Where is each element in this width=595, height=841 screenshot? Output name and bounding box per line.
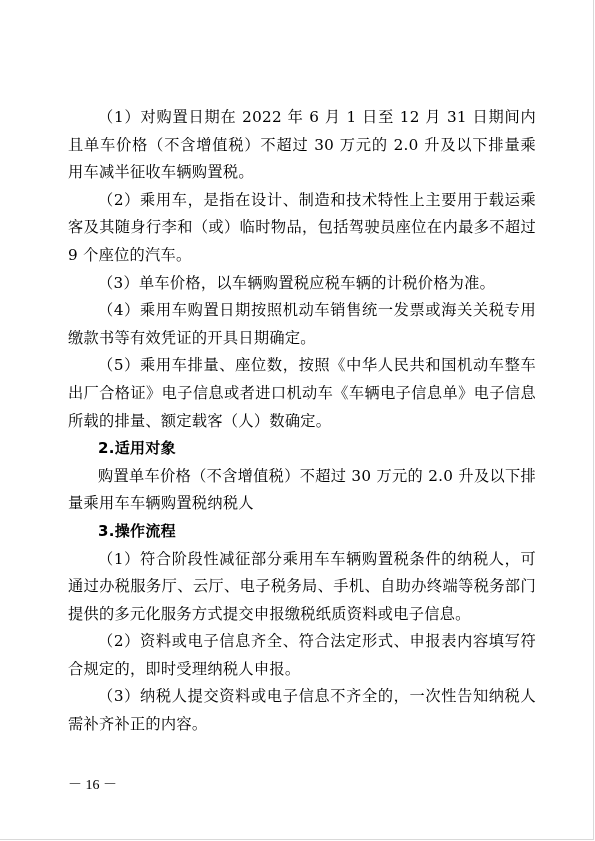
paragraph-process-3: （3）纳税人提交资料或电子信息不齐全的，一次性告知纳税人需补齐补正的内容。 [68,687,536,734]
document-body [68,104,536,739]
paragraph-4: （4）乘用车购置日期按照机动车销售统一发票或海关关税专用缴款书等有效凭证的开具日期确定。 [68,301,536,347]
paragraph-3: （3）单车价格，以车辆购置税应税车辆的计税价格为准。 [98,273,496,292]
section-heading-applicable-objects: 2.适用对象 [98,439,176,458]
paragraph-process-2: （2）资料或电子信息齐全、符合法定形式、申报表内容填写符合规定的，即时受理纳税人申报。 [68,632,536,678]
paragraph-2: （2）乘用车，是指在设计、制造和技术特性上主要用于载运乘客及其随身行李和（或）临时物品，包括驾驶员座位在内最多不超过 9 个座位的汽车。 [68,190,536,264]
section-heading-operation-process: 3.操作流程 [98,521,176,540]
paragraph-1: （1）对购置日期在 2022 年 6 月 1 日至 12 月 31 日期间内且单车价格（不含增值税）不超过 30 万元的 2.0 升及以下排量乘用车减半征收车辆购置税。 [68,108,536,182]
paragraph-5: （5）乘用车排量、座位数，按照《中华人民共和国机动车整车出厂合格证》电子信息或者进口机动车《车辆电子信息单》电子信息所载的排量、额定载客（人）数确定。 [68,356,536,430]
paragraph-process-1: （1）符合阶段性减征部分乘用车车辆购置税条件的纳税人，可通过办税服务厅、云厅、电子税务局、手机、自助办终端等税务部门提供的多元化服务方式提交申报缴税纸质资料或电子信息。 [68,549,536,623]
page-number: － 16 － [68,778,117,793]
paragraph-applicable-objects: 购置单车价格（不含增值税）不超过 30 万元的 2.0 升及以下排量乘用车车辆购置税纳税人 [68,466,536,513]
